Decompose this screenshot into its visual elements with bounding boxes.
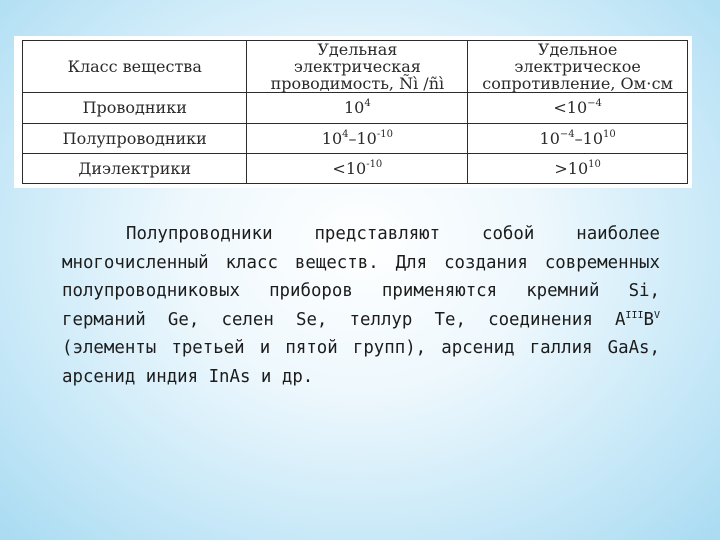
body-paragraph [62,220,660,391]
table-row [23,93,688,123]
superscript-v: V [653,309,660,321]
table-header-row [23,41,688,93]
header-class: Класс вещества [23,41,247,93]
cell-conductivity: $10^4-10^{-10}$ [247,123,468,153]
superscript-iii: III [625,309,644,321]
cell-resistivity: $10^{-4}-10^{10}$ [468,123,688,153]
cell-conductivity: $<10^{-10}$ [247,153,468,183]
cell-class: Полупроводники [23,123,247,153]
header-resistivity: Удельное электрическое сопротивление, Ом⋅см [468,41,688,93]
paragraph-text: B [643,309,654,330]
cell-class: Проводники [23,93,247,123]
cell-conductivity: $10^4$ [247,93,468,123]
cell-class: Диэлектрики [23,153,247,183]
table-row [23,153,688,183]
table-row [23,123,688,153]
cell-resistivity: $>10^{10}$ [468,153,688,183]
paragraph-text: Полупроводники представляют собой наиболее многочисленный класс веществ. Для создания современных полупроводниковых приборов применяются кремний Si, германий Ge, селен Se, теллур Te, соединения A [62,224,660,330]
properties-table-figure [14,36,692,188]
properties-table [22,40,688,184]
header-conductivity: Удельная электрическая проводимость, Ñì /ñì [247,41,468,93]
cell-resistivity: $<10^{-4}$ [468,93,688,123]
paragraph-text: (элементы третьей и пятой групп), арсенид галлия GaAs, арсенид индия InAs и др. [62,338,660,387]
